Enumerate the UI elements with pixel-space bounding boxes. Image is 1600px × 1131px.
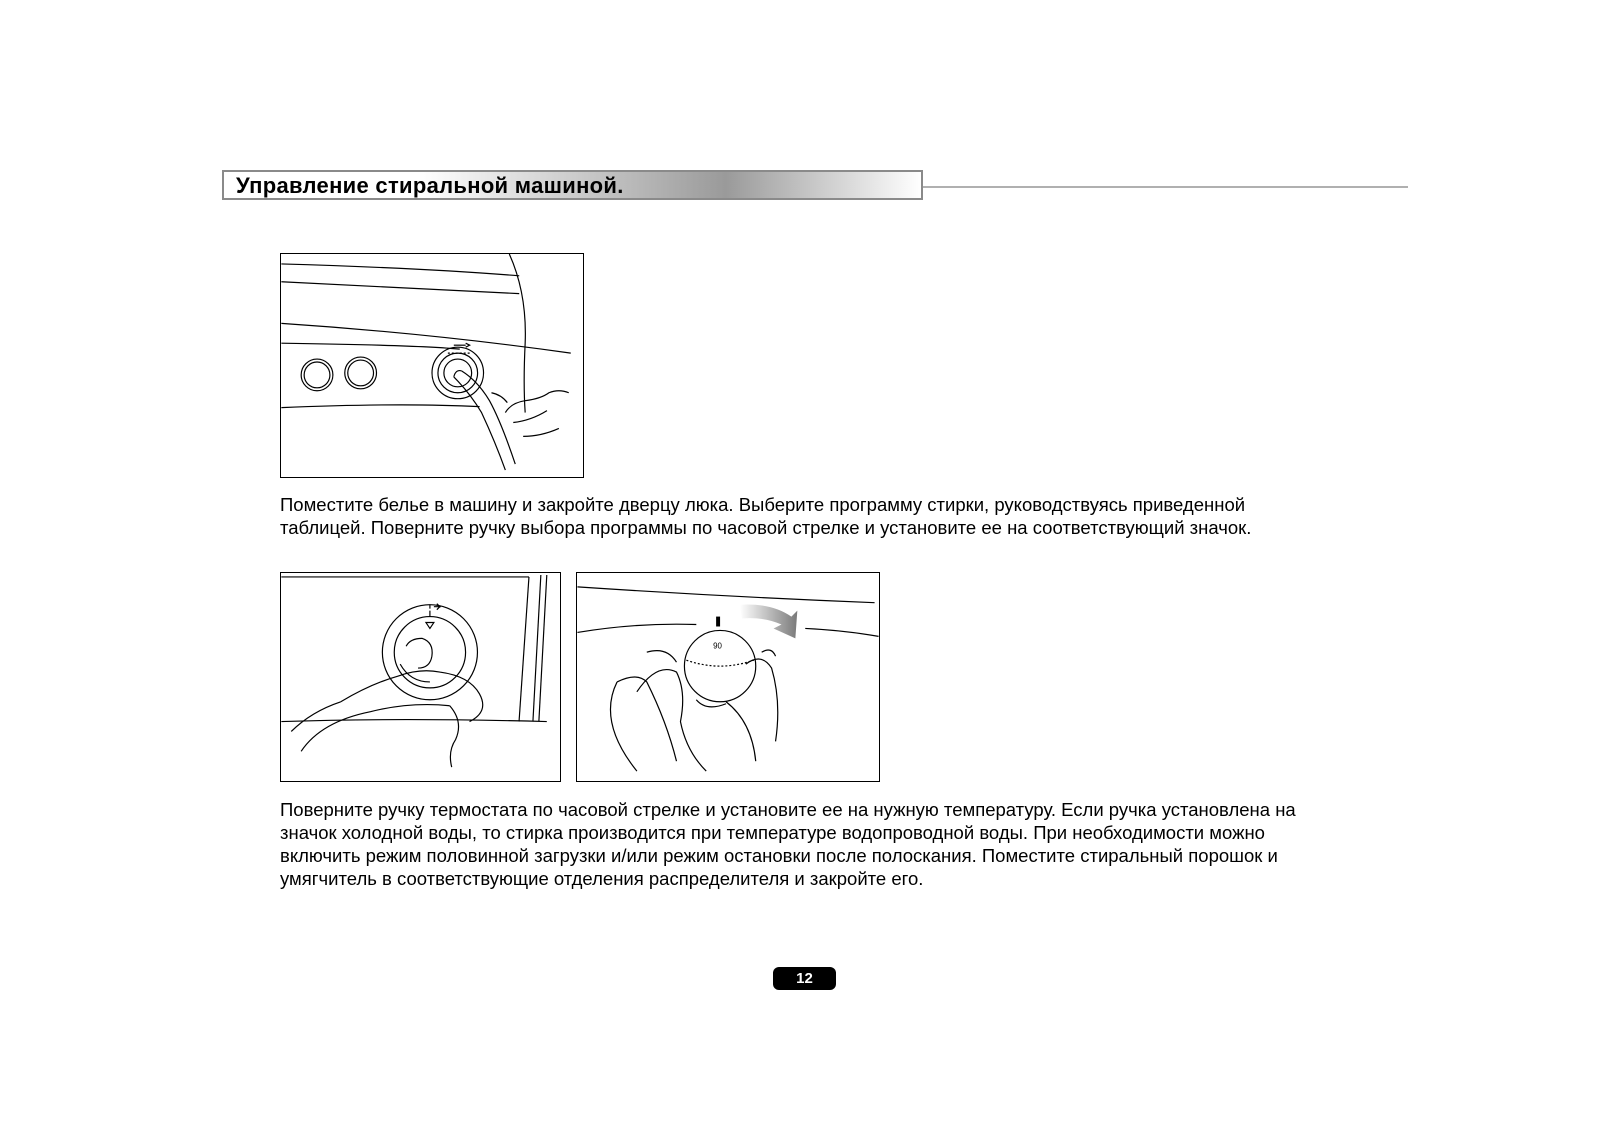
thermostat-knob-illustration	[577, 573, 879, 781]
instruction-paragraph-2: Поверните ручку термостата по часовой стрелке и установите ее на нужную температуру. Если ручка установлена на значок холодной воды, то стирка производится при температуре водопроводной воды. При необходимости можно включить режим половинной загрузки и/или режим остановки после полоскания. Поместите стиральный порошок и умягчитель в соответствующие отделения распределителя и закройте его.	[280, 799, 1296, 889]
section-header	[222, 170, 923, 200]
selector-dial-ring	[382, 605, 477, 700]
figure-program-knob	[280, 253, 584, 478]
left-knob	[301, 359, 333, 391]
instruction-paragraph-1: Поместите белье в машину и закройте дверцу люка. Выберите программу стирки, руководствуясь приведенной таблицей. Поверните ручку выбора программы по часовой стрелке и установите ее на соответствующий значок.	[280, 494, 1252, 538]
page-number: 12	[773, 967, 836, 990]
turn-selector-illustration	[281, 573, 560, 781]
dial-label-90: 90	[713, 641, 722, 651]
figure-turn-selector	[280, 572, 561, 782]
header-rule	[923, 186, 1408, 188]
section-title: Управление стиральной машиной.	[236, 173, 624, 198]
program-knob-illustration	[281, 254, 583, 477]
middle-knob	[345, 357, 377, 389]
program-knob	[432, 347, 484, 399]
rotate-arrow-icon	[740, 604, 797, 638]
figure-thermostat-knob	[576, 572, 880, 782]
